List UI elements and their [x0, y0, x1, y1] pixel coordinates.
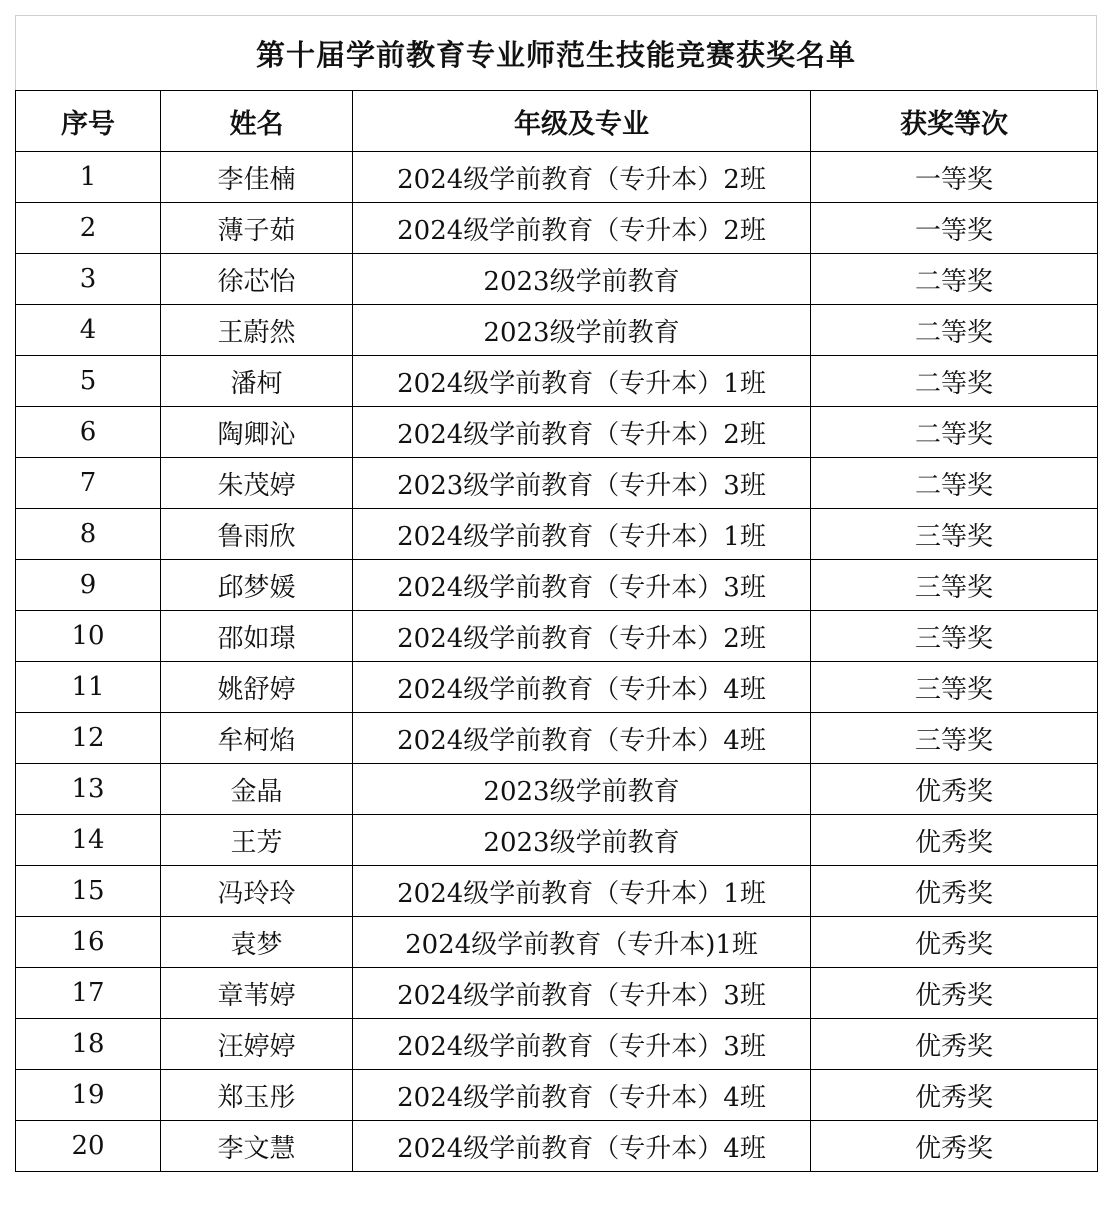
cell-no: 14 [16, 815, 161, 866]
cell-name: 邱梦媛 [161, 560, 353, 611]
cell-no: 6 [16, 407, 161, 458]
table-body [16, 152, 1098, 1172]
cell-grade-major: 2024级学前教育（专升本）3班 [353, 1019, 811, 1070]
sheet-title: 第十届学前教育专业师范生技能竞赛获奖名单 [15, 15, 1097, 90]
cell-name: 朱茂婷 [161, 458, 353, 509]
cell-name: 章苇婷 [161, 968, 353, 1019]
cell-no: 1 [16, 152, 161, 203]
cell-grade-major: 2024级学前教育（专升本）3班 [353, 560, 811, 611]
cell-award: 优秀奖 [811, 968, 1098, 1019]
cell-name: 薄子茹 [161, 203, 353, 254]
cell-award: 二等奖 [811, 407, 1098, 458]
table-row [16, 152, 1098, 203]
cell-no: 5 [16, 356, 161, 407]
award-table [15, 90, 1098, 1172]
cell-name: 徐芯怡 [161, 254, 353, 305]
cell-no: 11 [16, 662, 161, 713]
cell-no: 16 [16, 917, 161, 968]
cell-award: 一等奖 [811, 203, 1098, 254]
cell-name: 袁梦 [161, 917, 353, 968]
table-row [16, 662, 1098, 713]
cell-grade-major: 2024级学前教育（专升本）4班 [353, 713, 811, 764]
cell-no: 19 [16, 1070, 161, 1121]
cell-name: 李文慧 [161, 1121, 353, 1172]
cell-award: 二等奖 [811, 305, 1098, 356]
cell-grade-major: 2023级学前教育（专升本）3班 [353, 458, 811, 509]
cell-no: 20 [16, 1121, 161, 1172]
cell-name: 王蔚然 [161, 305, 353, 356]
table-row [16, 203, 1098, 254]
cell-no: 2 [16, 203, 161, 254]
cell-grade-major: 2024级学前教育（专升本）3班 [353, 968, 811, 1019]
cell-award: 优秀奖 [811, 866, 1098, 917]
cell-name: 郑玉彤 [161, 1070, 353, 1121]
cell-no: 3 [16, 254, 161, 305]
cell-grade-major: 2024级学前教育（专升本）4班 [353, 1121, 811, 1172]
award-list-sheet [15, 15, 1097, 1172]
cell-name: 汪婷婷 [161, 1019, 353, 1070]
cell-award: 优秀奖 [811, 1070, 1098, 1121]
cell-grade-major: 2024级学前教育（专升本）1班 [353, 356, 811, 407]
cell-no: 13 [16, 764, 161, 815]
cell-award: 二等奖 [811, 254, 1098, 305]
cell-award: 三等奖 [811, 611, 1098, 662]
cell-name: 潘柯 [161, 356, 353, 407]
cell-grade-major: 2023级学前教育 [353, 305, 811, 356]
cell-award: 优秀奖 [811, 917, 1098, 968]
table-header-row [16, 91, 1098, 152]
cell-no: 7 [16, 458, 161, 509]
cell-award: 优秀奖 [811, 815, 1098, 866]
cell-no: 8 [16, 509, 161, 560]
cell-name: 邵如璟 [161, 611, 353, 662]
header-name: 姓名 [161, 91, 353, 152]
cell-name: 姚舒婷 [161, 662, 353, 713]
cell-no: 12 [16, 713, 161, 764]
cell-name: 冯玲玲 [161, 866, 353, 917]
header-award: 获奖等次 [811, 91, 1098, 152]
table-row [16, 968, 1098, 1019]
table-row [16, 356, 1098, 407]
table-row [16, 1019, 1098, 1070]
cell-award: 三等奖 [811, 662, 1098, 713]
cell-grade-major: 2024级学前教育（专升本）4班 [353, 662, 811, 713]
cell-name: 陶卿沁 [161, 407, 353, 458]
table-row [16, 611, 1098, 662]
cell-no: 15 [16, 866, 161, 917]
table-row [16, 1121, 1098, 1172]
cell-name: 王芳 [161, 815, 353, 866]
cell-grade-major: 2023级学前教育 [353, 815, 811, 866]
cell-no: 18 [16, 1019, 161, 1070]
table-row [16, 764, 1098, 815]
table-row [16, 305, 1098, 356]
table-row [16, 407, 1098, 458]
table-row [16, 458, 1098, 509]
header-no: 序号 [16, 91, 161, 152]
table-row [16, 917, 1098, 968]
table-row [16, 560, 1098, 611]
cell-award: 优秀奖 [811, 764, 1098, 815]
cell-no: 17 [16, 968, 161, 1019]
cell-grade-major: 2023级学前教育 [353, 764, 811, 815]
cell-grade-major: 2023级学前教育 [353, 254, 811, 305]
cell-no: 4 [16, 305, 161, 356]
cell-award: 三等奖 [811, 509, 1098, 560]
cell-award: 二等奖 [811, 458, 1098, 509]
cell-award: 优秀奖 [811, 1121, 1098, 1172]
cell-grade-major: 2024级学前教育（专升本）1班 [353, 866, 811, 917]
table-row [16, 866, 1098, 917]
cell-name: 金晶 [161, 764, 353, 815]
table-row [16, 509, 1098, 560]
cell-grade-major: 2024级学前教育（专升本）2班 [353, 407, 811, 458]
cell-award: 一等奖 [811, 152, 1098, 203]
cell-award: 二等奖 [811, 356, 1098, 407]
table-row [16, 254, 1098, 305]
cell-name: 鲁雨欣 [161, 509, 353, 560]
cell-award: 三等奖 [811, 560, 1098, 611]
table-row [16, 1070, 1098, 1121]
cell-grade-major: 2024级学前教育（专升本)1班 [353, 917, 811, 968]
cell-award: 三等奖 [811, 713, 1098, 764]
cell-award: 优秀奖 [811, 1019, 1098, 1070]
cell-grade-major: 2024级学前教育（专升本）2班 [353, 152, 811, 203]
cell-grade-major: 2024级学前教育（专升本）1班 [353, 509, 811, 560]
header-grade-major: 年级及专业 [353, 91, 811, 152]
cell-grade-major: 2024级学前教育（专升本）2班 [353, 203, 811, 254]
cell-no: 10 [16, 611, 161, 662]
table-row [16, 815, 1098, 866]
cell-name: 李佳楠 [161, 152, 353, 203]
cell-no: 9 [16, 560, 161, 611]
cell-grade-major: 2024级学前教育（专升本）4班 [353, 1070, 811, 1121]
table-row [16, 713, 1098, 764]
cell-grade-major: 2024级学前教育（专升本）2班 [353, 611, 811, 662]
cell-name: 牟柯焰 [161, 713, 353, 764]
